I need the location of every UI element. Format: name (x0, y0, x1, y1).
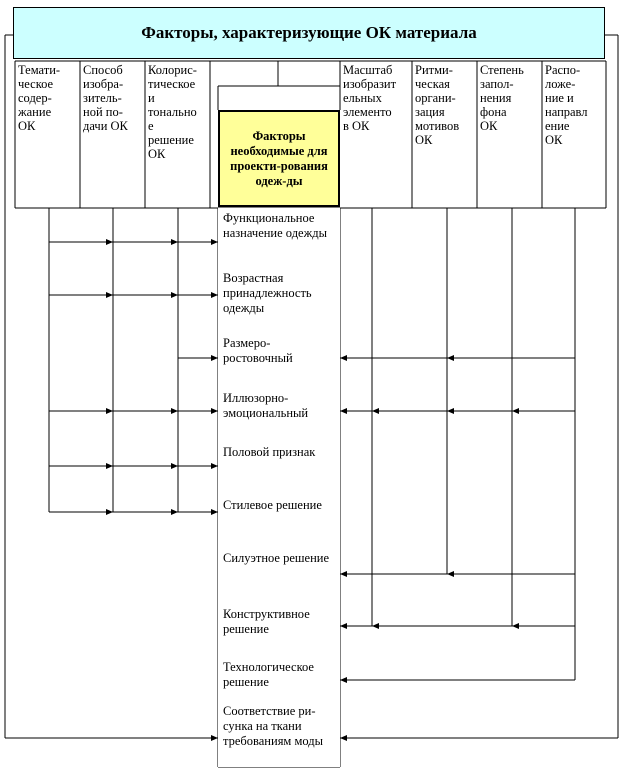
arrow-head (211, 408, 218, 414)
header-line: Способ (83, 63, 123, 77)
header-line: направл (545, 105, 588, 119)
header-line: Ритми- (415, 63, 453, 77)
arrow-head (171, 509, 178, 515)
header-fill (477, 61, 542, 135)
arrow-head (106, 463, 113, 469)
arrow-head (447, 355, 454, 361)
factor-illusion: Иллюзорно-эмоциональный (218, 388, 340, 442)
factor-construct: Конструктивное решение (218, 604, 340, 657)
arrow-head (106, 239, 113, 245)
header-line: Масштаб (343, 63, 393, 77)
header-line: Распо- (545, 63, 581, 77)
arrow-head (171, 239, 178, 245)
header-line: и (148, 91, 155, 105)
header-line: ложе- (545, 77, 576, 91)
arrow-head (340, 408, 347, 414)
header-line: ной по- (83, 105, 123, 119)
arrow-head (211, 239, 218, 245)
arrow-head (340, 623, 347, 629)
header-line: ельных (343, 91, 382, 105)
factor-gender: Половой признак (218, 442, 340, 495)
arrow-head (211, 735, 218, 741)
arrow-head (211, 292, 218, 298)
header-line: тонально (148, 105, 197, 119)
arrow-head (447, 408, 454, 414)
header-line: ние и (545, 91, 574, 105)
header-line: ОК (415, 133, 433, 147)
header-line: изобразит (343, 77, 397, 91)
header-line: фона (480, 105, 507, 119)
header-line: Степень (480, 63, 524, 77)
center-title: Факторы необходимые для проекти-рования одеж-ды (218, 110, 340, 207)
factor-functional: Функциональное назначение одежды (218, 208, 340, 268)
factor-fashion: Соответствие ри-сунка на ткани требованиям моды (218, 701, 340, 767)
header-line: е (148, 119, 154, 133)
header-method (80, 61, 145, 135)
header-line: ОК (18, 119, 36, 133)
header-rhythm (412, 61, 477, 149)
header-line: Колорис- (148, 63, 197, 77)
arrow-head (171, 292, 178, 298)
factor-tech: Технологическое решение (218, 657, 340, 701)
header-line: мотивов (415, 119, 460, 133)
arrow-head (171, 463, 178, 469)
arrow-head (211, 509, 218, 515)
header-line: изобра- (83, 77, 124, 91)
header-scale (340, 61, 412, 135)
arrow-head (372, 408, 379, 414)
header-line: ческая (415, 77, 450, 91)
arrow-head (512, 408, 519, 414)
header-color (145, 61, 210, 163)
arrow-head (211, 463, 218, 469)
header-line: ОК (545, 133, 563, 147)
header-line: Темати- (18, 63, 61, 77)
factor-silhouette: Силуэтное решение (218, 548, 340, 604)
arrow-head (340, 571, 347, 577)
arrow-head (447, 571, 454, 577)
header-line: запол- (480, 77, 514, 91)
header-line: зитель- (83, 91, 122, 105)
header-line: зация (415, 105, 445, 119)
header-line: ческое (18, 77, 54, 91)
header-line: решение (148, 133, 194, 147)
arrow-head (106, 292, 113, 298)
header-line: нения (480, 91, 512, 105)
arrow-head (106, 509, 113, 515)
header-line: тическое (148, 77, 196, 91)
header-line: дачи ОК (83, 119, 128, 133)
header-line: элементо (343, 105, 392, 119)
header-line: ение (545, 119, 570, 133)
arrow-head (340, 355, 347, 361)
header-line: содер- (18, 91, 52, 105)
arrow-head (106, 408, 113, 414)
factor-size: Размеро-ростовочный (218, 333, 340, 388)
header-layout (542, 61, 606, 149)
arrow-head (171, 408, 178, 414)
arrow-head (512, 623, 519, 629)
header-line: в ОК (343, 119, 370, 133)
arrow-head (372, 623, 379, 629)
factor-age: Возрастная принадлежность одежды (218, 268, 340, 333)
header-line: органи- (415, 91, 456, 105)
arrow-head (340, 677, 347, 683)
diagram-title: Факторы, характеризующие ОК материала (13, 7, 605, 59)
factor-style: Стилевое решение (218, 495, 340, 548)
header-thematic (15, 61, 80, 135)
header-line: ОК (480, 119, 498, 133)
arrow-head (340, 735, 347, 741)
header-line: ОК (148, 147, 166, 161)
header-line: жание (18, 105, 52, 119)
arrow-head (211, 355, 218, 361)
